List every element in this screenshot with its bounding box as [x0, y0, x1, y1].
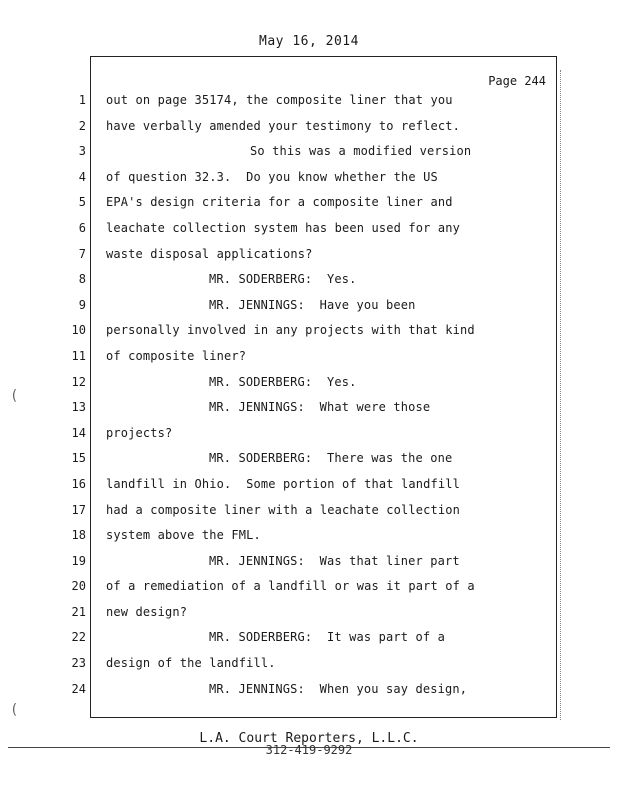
page-number: Page 244 — [488, 74, 546, 88]
transcript-line: EPA's design criteria for a composite liner and — [106, 195, 453, 210]
transcript-line: had a composite liner with a leachate collection — [106, 502, 460, 517]
line-number: 24 — [71, 681, 86, 696]
transcript-line: MR. JENNINGS: Was that liner part — [209, 553, 460, 568]
transcript-line: of a remediation of a landfill or was it part of a — [106, 579, 475, 594]
transcript-line: out on page 35174, the composite liner that you — [106, 93, 453, 107]
transcript-line: waste disposal applications? — [106, 246, 313, 261]
line-number: 4 — [78, 169, 86, 184]
transcript-line: of composite liner? — [106, 348, 247, 363]
scan-margin-mark: ( — [10, 388, 19, 404]
line-number: 1 — [78, 93, 86, 107]
transcript-line: landfill in Ohio. Some portion of that landfill — [106, 476, 460, 491]
transcript-line: new design? — [106, 604, 188, 619]
transcript-line: design of the landfill. — [106, 656, 276, 671]
line-number: 5 — [78, 195, 86, 210]
transcript-line: projects? — [106, 425, 173, 440]
court-reporter-name: L.A. Court Reporters, L.L.C. — [199, 731, 419, 746]
line-number: 6 — [78, 220, 86, 235]
line-number: 22 — [71, 630, 86, 645]
line-number: 14 — [71, 425, 86, 440]
transcript-line: personally involved in any projects with that kind — [106, 323, 475, 338]
line-number: 12 — [71, 374, 86, 389]
line-number: 11 — [71, 348, 86, 363]
line-number: 16 — [71, 476, 86, 491]
line-number: 13 — [71, 400, 86, 415]
line-number: 10 — [71, 323, 86, 338]
line-number: 9 — [78, 297, 86, 312]
line-number: 7 — [78, 246, 86, 261]
transcript-line: MR. JENNINGS: When you say design, — [209, 681, 468, 696]
line-number: 20 — [71, 579, 86, 594]
line-number: 18 — [71, 528, 86, 543]
line-number: 8 — [78, 272, 86, 287]
transcript-line: MR. SODERBERG: It was part of a — [209, 630, 445, 645]
line-number: 19 — [71, 553, 86, 568]
transcript-line: leachate collection system has been used for any — [106, 220, 460, 235]
transcript-line: So this was a modified version — [250, 144, 472, 159]
line-number: 23 — [71, 656, 86, 671]
transcript-line: of question 32.3. Do you know whether the US — [106, 169, 438, 184]
transcript-line: MR. JENNINGS: What were those — [209, 400, 431, 415]
line-number: 2 — [78, 118, 86, 133]
transcript-line: MR. SODERBERG: Yes. — [209, 272, 357, 287]
transcript-line: MR. SODERBERG: There was the one — [209, 451, 453, 466]
transcript-line: MR. SODERBERG: Yes. — [209, 374, 357, 389]
line-number: 17 — [71, 502, 86, 517]
scan-margin-mark: ( — [10, 702, 19, 718]
transcript-date: May 16, 2014 — [259, 34, 359, 49]
transcript-text-column — [106, 88, 546, 702]
transcript-line: MR. JENNINGS: Have you been — [209, 297, 416, 312]
line-number: 15 — [71, 451, 86, 466]
right-margin-edge — [560, 70, 563, 720]
line-numbers-column — [58, 88, 86, 702]
court-reporter-phone: 312-419-9292 — [265, 743, 353, 757]
line-number: 21 — [71, 604, 86, 619]
transcript-line: have verbally amended your testimony to reflect. — [106, 118, 460, 133]
transcript-line: system above the FML. — [106, 528, 261, 543]
line-number: 3 — [78, 144, 86, 159]
